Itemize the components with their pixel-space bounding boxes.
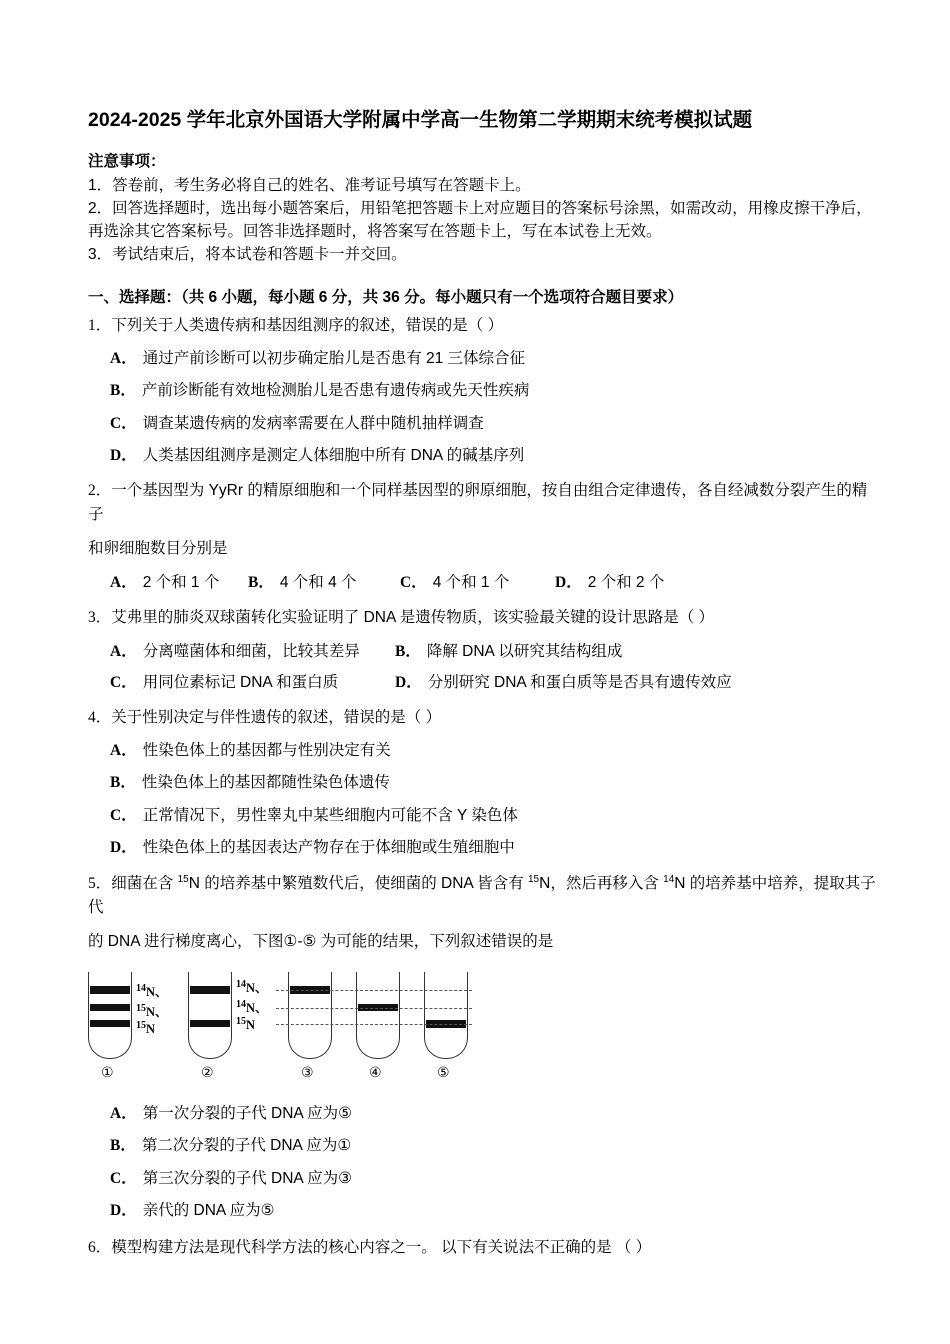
option-text: 4 个和 4 个 [279,574,357,592]
option-label: D． [555,574,582,592]
q5-part-c: N，然后再移入含 [539,875,664,893]
question-2-stem [88,479,878,527]
question-5-option-b [88,1134,878,1157]
option-label: B． [395,643,421,661]
notice-item-1: 1．答卷前，考生务必将自己的姓名、准考证号填写在答题卡上。 [88,177,531,195]
figure-index-4: ④ [369,1064,382,1081]
question-1-stem [88,314,878,338]
question-5-option-c [88,1167,878,1190]
dna-band [90,1004,130,1011]
question-5-number: 5． [88,875,112,893]
question-1-option-b [88,379,878,402]
question-1-option-c [88,412,878,435]
question-3-stem [88,606,878,630]
option-label: B． [248,574,274,592]
tube-1-label-2 [136,1002,168,1020]
isotope-sup: 15 [136,1003,146,1015]
question-1-option-d [88,444,878,467]
question-2-option-c [400,570,555,592]
tube-4 [356,972,400,1059]
question-5-option-d [88,1199,878,1222]
question-1-option-a [88,347,878,370]
question-4-number: 4． [88,709,112,727]
option-text: 性染色体上的基因表达产物存在于体细胞或生殖细胞中 [142,838,515,856]
section-heading: 一、选择题：（共 6 小题，每小题 6 分，共 36 分。每小题只有一个选项符合题目要求） [88,289,684,307]
question-3-option-c [110,670,395,692]
isotope-text: N、 [146,985,168,1000]
option-label: A． [110,1105,137,1123]
isotope-sup: 14 [136,983,146,995]
option-text: 人类基因组测序是测定人体细胞中所有 DNA 的碱基序列 [142,446,525,464]
question-6-number: 6． [88,1239,112,1257]
isotope-sup: 14 [236,999,246,1011]
tube-2-label-1 [236,978,268,996]
option-text: 第二次分裂的子代 DNA 应为① [141,1137,352,1155]
option-text: 降解 DNA 以研究其结构组成 [426,643,623,661]
question-4-option-a [88,739,878,762]
tube-1 [88,972,132,1059]
q5-part-a: 细菌在含 [111,875,178,893]
option-label: A． [110,350,137,368]
question-2-number: 2． [88,482,112,500]
tube-1-label-1 [136,982,168,1000]
option-label: A． [110,574,137,592]
question-2-option-d [555,570,664,592]
isotope-text: N、 [246,981,268,996]
question-5-stem [88,872,878,920]
option-text: 分别研究 DNA 和蛋白质等是否具有遗传效应 [427,674,732,692]
tube-5 [424,972,468,1059]
option-label: D． [395,674,422,692]
option-text: 4 个和 1 个 [432,574,510,592]
option-text: 正常情况下，男性睾丸中某些细胞内可能不含 Y 染色体 [142,806,518,824]
option-text: 第一次分裂的子代 DNA 应为⑤ [142,1105,353,1123]
option-text: 性染色体上的基因都随性染色体遗传 [141,774,390,792]
question-1-text: 下列关于人类遗传病和基因组测序的叙述，错误的是（ ） [111,317,504,335]
figure-index-2: ② [201,1064,214,1081]
q5-sup-1: 15 [177,874,189,886]
q5-part-b: N 的培养基中繁殖数代后，使细菌的 DNA 皆含有 [188,875,528,893]
option-label: B． [110,774,136,792]
guide-line [276,1024,472,1025]
question-3-options-row-1 [88,639,878,661]
isotope-text: N [146,1022,156,1037]
document-content [88,108,878,1262]
question-2-option-a [110,570,248,592]
centrifugation-figure [88,968,878,1088]
question-4-stem [88,706,878,730]
dna-band [90,1020,130,1027]
option-label: D． [110,838,137,856]
option-text: 调查某遗传病的发病率需要在人群中随机抽样调查 [142,414,484,432]
question-3-option-b [395,639,622,661]
option-label: D． [110,1201,137,1219]
dna-band [90,986,130,994]
option-text: 分离噬菌体和细菌，比较其差异 [142,643,360,661]
isotope-text: N [246,1018,256,1033]
figure-index-1: ① [101,1064,114,1081]
option-text: 通过产前诊断可以初步确定胎儿是否患有 21 三体综合征 [142,350,526,368]
question-5-stem-cont: 的 DNA 进行梯度离心，下图①-⑤ 为可能的结果，下列叙述错误的是 [88,933,554,951]
question-3-text: 艾弗里的肺炎双球菌转化实验证明了 DNA 是遗传物质，该实验最关键的设计思路是（ ） [111,609,715,627]
option-label: B． [110,1137,136,1155]
option-label: A． [110,742,137,760]
tube-3 [288,972,332,1059]
option-label: C． [110,806,137,824]
option-text: 性染色体上的基因都与性别决定有关 [142,742,391,760]
question-3-option-a [110,639,395,661]
question-6-stem [88,1236,878,1260]
dna-band [190,986,230,994]
isotope-sup: 15 [136,1020,146,1032]
notice-item-2-cont: 再选涂其它答案标号。回答非选择题时，将答案写在答题卡上，写在本试卷上无效。 [88,223,662,241]
isotope-text: N、 [146,1005,168,1020]
option-label: D． [110,446,137,464]
question-2-stem-cont: 和卵细胞数目分别是 [88,540,228,558]
notice-item-3: 3．考试结束后，将本试卷和答题卡一并交回。 [88,246,407,264]
question-4-option-d [88,836,878,859]
question-5-option-a [88,1102,878,1125]
question-3-options-row-2 [88,670,878,692]
option-text: 亲代的 DNA 应为⑤ [142,1201,275,1219]
question-2-option-b [248,570,400,592]
isotope-sup: 14 [236,979,246,991]
option-text: 第三次分裂的子代 DNA 应为③ [142,1169,353,1187]
question-3-number: 3． [88,609,112,627]
tube-1-label-3 [136,1022,155,1037]
tube-2-label-2 [236,998,268,1016]
option-label: A． [110,643,137,661]
question-6-text: 模型构建方法是现代科学方法的核心内容之一。 以下有关说法不正确的是 （ ） [111,1239,652,1257]
question-4-option-b [88,771,878,794]
notice-item-2: 2．回答选择题时，选出每小题答案后，用铅笔把答题卡上对应题目的答案标号涂黑，如需改动，用橡皮擦干净后， [88,200,872,218]
tube-2 [188,972,232,1059]
question-1-number: 1． [88,317,112,335]
question-4-option-c [88,804,878,827]
figure-index-5: ⑤ [437,1064,450,1081]
guide-line [276,1008,472,1009]
option-label: C． [400,574,427,592]
question-2-options [88,570,878,592]
option-text: 2 个和 2 个 [587,574,665,592]
option-label: B． [110,382,136,400]
option-label: C． [110,414,137,432]
tube-2-label-3 [236,1018,255,1033]
option-label: C． [110,1169,137,1187]
q5-sup-2: 15 [528,874,540,886]
dna-band [190,1020,230,1027]
question-4-text: 关于性别决定与伴性遗传的叙述，错误的是（ ） [111,709,442,727]
guide-line [276,990,472,991]
option-text: 产前诊断能有效地检测胎儿是否患有遗传病或先天性疾病 [141,382,530,400]
q5-part-d: N 的培养基中培养，提取其子代 [88,875,876,917]
notice-heading: 注意事项： [88,153,166,171]
question-2-text-line1: 一个基因型为 YyRr 的精原细胞和一个同样基因型的卵原细胞，按自由组合定律遗传，各自经减数分裂产生的精子 [88,482,868,524]
page-title: 2024-2025 学年北京外国语大学附属中学高一生物第二学期期末统考模拟试题 [88,109,753,131]
option-text: 2 个和 1 个 [142,574,220,592]
figure-index-3: ③ [301,1064,314,1081]
option-text: 用同位素标记 DNA 和蛋白质 [142,674,339,692]
q5-sup-3: 14 [663,874,675,886]
option-label: C． [110,674,137,692]
isotope-sup: 15 [236,1016,246,1028]
isotope-text: N、 [246,1001,268,1016]
question-3-option-d [395,670,732,692]
